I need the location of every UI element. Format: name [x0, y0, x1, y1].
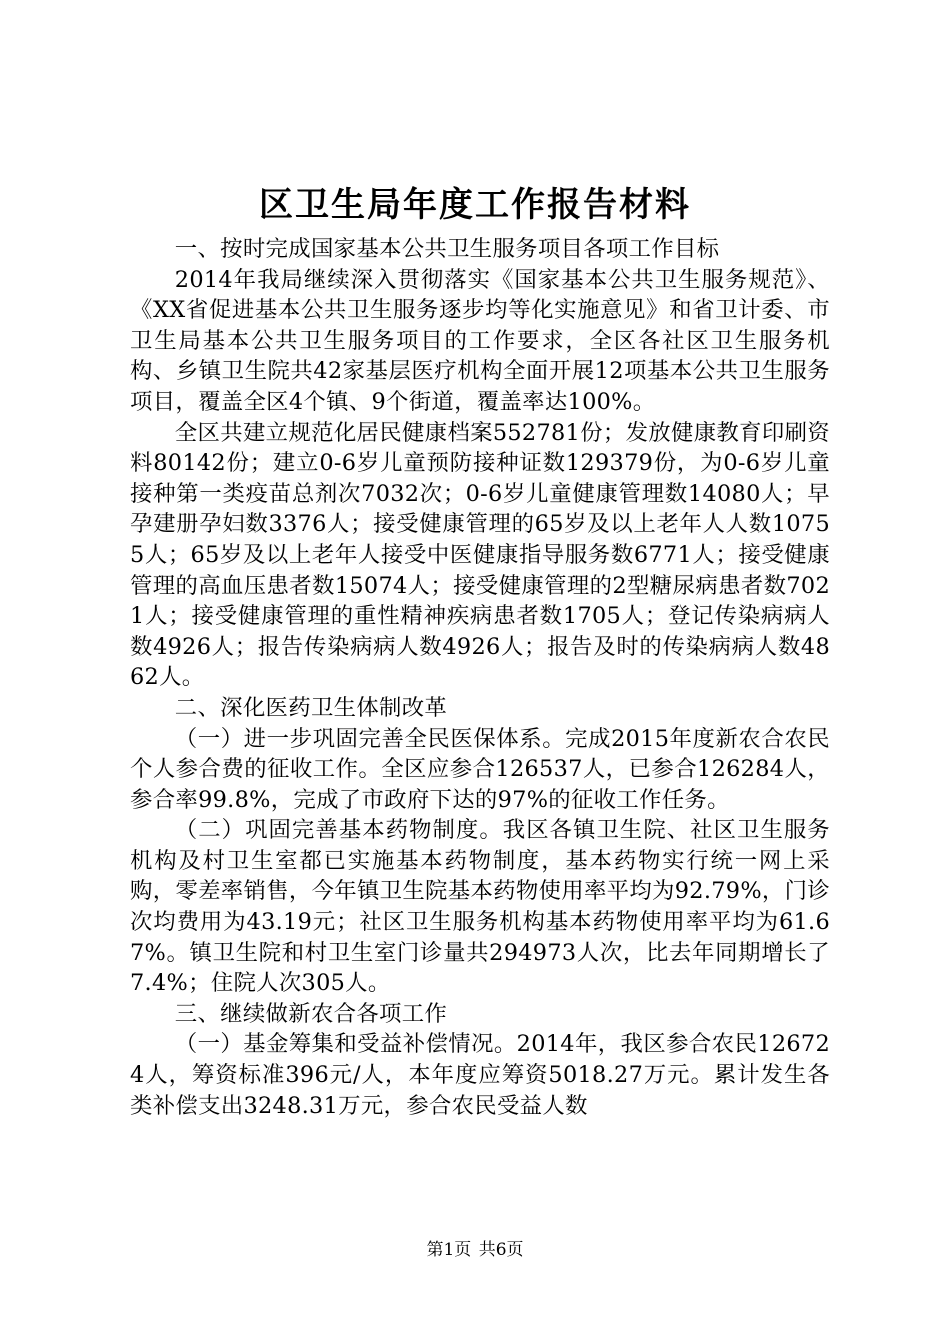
document-title: 区卫生局年度工作报告材料: [259, 185, 691, 225]
page-total: 共6页: [478, 1240, 524, 1260]
document-body: [130, 234, 830, 1121]
body-paragraph: （二）巩固完善基本药物制度。我区各镇卫生院、社区卫生服务机构及村卫生室都已实施基本药物制度，基本药物实行统一网上采购，零差率销售，今年镇卫生院基本药物使用率平均为92.79%，门诊次均费用为43.19元；社区卫生服务机构基本药物使用率平均为61.67%。镇卫生院和村卫生室门诊量共294973人次，比去年同期增长了7.4%；住院人次305人。: [130, 817, 830, 997]
page-number: 第1页: [426, 1240, 472, 1260]
section-heading: 一、按时完成国家基本公共卫生服务项目各项工作目标: [174, 236, 720, 262]
section-heading: 二、深化医药卫生体制改革: [174, 694, 448, 721]
body-paragraph: 2014年我局继续深入贯彻落实《国家基本公共卫生服务规范》、《XX省促进基本公共卫生服务逐步均等化实施意见》和省卫计委、市卫生局基本公共卫生服务项目的工作要求，全区各社区卫生服务机构、乡镇卫生院共42家基层医疗机构全面开展12项基本公共卫生服务项目，覆盖全区4个镇、9个街道，覆盖率达100%。: [130, 266, 830, 415]
page-footer: [0, 1239, 950, 1261]
section-heading: 三、继续做新农合各项工作: [174, 1000, 448, 1027]
body-paragraph: 全区共建立规范化居民健康档案552781份；发放健康教育印刷资料80142份；建立0-6岁儿童预防接种证数129379份，为0-6岁儿童接种第一类疫苗总剂次7032次；0-6岁儿童健康管理数14080人；早孕建册孕妇数3376人；接受健康管理的65岁及以上老年人人数10755人；65岁及以上老年人接受中医健康指导服务数6771人；接受健康管理的高血压患者数15074人；接受健康管理的2型糖尿病患者数7021人；接受健康管理的重性精神疾病患者数1705人；登记传染病病人数4926人；报告传染病病人数4926人；报告及时的传染病病人数4862人。: [130, 419, 830, 691]
body-paragraph: （一）基金筹集和受益补偿情况。2014年，我区参合农民126724人，筹资标准396元/人，本年度应筹资5018.27万元。累计发生各类补偿支出3248.31万元，参合农民受益人数: [130, 1031, 830, 1119]
body-paragraph: （一）进一步巩固完善全民医保体系。完成2015年度新农合农民个人参合费的征收工作。全区应参合126537人，已参合126284人，参合率99.8%，完成了市政府下达的97%的征收工作任务。: [130, 725, 830, 813]
